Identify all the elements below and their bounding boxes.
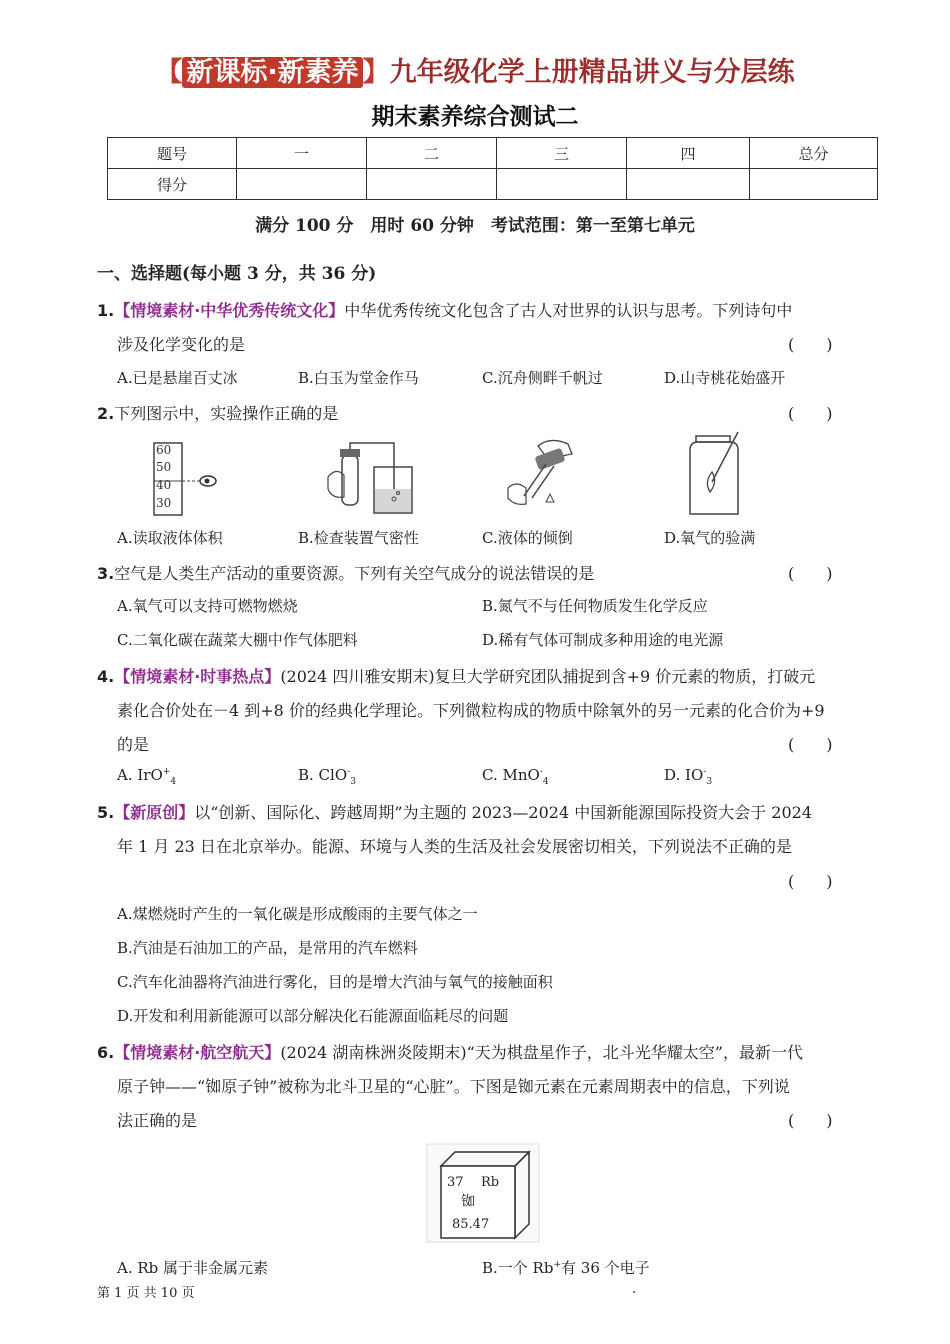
banner-tag: 【 新课标·新素养 】 bbox=[155, 57, 390, 88]
option-c bbox=[482, 766, 549, 787]
flame-icon bbox=[707, 472, 714, 492]
score-input-cell[interactable] bbox=[367, 169, 497, 200]
option-b bbox=[298, 766, 356, 787]
cylinder-tick-label: 30 bbox=[156, 496, 172, 510]
atomic-mass: 85.47 bbox=[452, 1217, 490, 1232]
banner-tag-inner: 新课标·新素养 bbox=[182, 57, 362, 88]
element-symbol: Rb bbox=[481, 1175, 500, 1190]
option-b: B.白玉为堂金作马 bbox=[298, 369, 419, 387]
score-cell: 得分 bbox=[108, 169, 237, 200]
option-c: C.沉舟侧畔千帆过 bbox=[482, 369, 603, 387]
formula-charge: - bbox=[539, 767, 543, 777]
page-title: 期末素养综合测试二 bbox=[371, 104, 579, 130]
option-b: B.检查装置气密性 bbox=[298, 529, 419, 547]
score-table-header-row bbox=[108, 138, 878, 169]
answer-blank[interactable]: ( ) bbox=[788, 564, 833, 583]
question-category: 【情境素材·中华优秀传统文化】 bbox=[114, 301, 345, 320]
option-b-prefix: B.一个 Rb bbox=[482, 1259, 554, 1277]
question-6-line-2: 原子钟——“铷原子钟”被称为北斗卫星的“心脏”。下图是铷元素在元素周期表中的信息，下列说 bbox=[117, 1077, 790, 1096]
question-text: 下列图示中，实验操作正确的是 bbox=[114, 404, 339, 423]
question-1-line-1 bbox=[97, 298, 792, 321]
formula-main: A. IrO bbox=[117, 766, 163, 784]
formula-charge: + bbox=[162, 767, 171, 777]
question-6-line-1 bbox=[97, 1040, 803, 1063]
formula-charge: - bbox=[703, 767, 707, 777]
question-1-line-2: 涉及化学变化的是 bbox=[117, 335, 246, 354]
answer-blank[interactable]: ( ) bbox=[788, 335, 833, 354]
option-c: C.汽车化油器将汽油进行雾化，目的是增大汽油与氧气的接触面积 bbox=[117, 973, 553, 991]
option-b: B.氮气不与任何物质发生化学反应 bbox=[482, 597, 708, 615]
question-4-line-3: 的是 bbox=[117, 735, 150, 754]
formula-subscript: 4 bbox=[542, 777, 549, 787]
question-number: 6. bbox=[97, 1043, 115, 1062]
question-number: 2. bbox=[97, 404, 115, 423]
question-text: 中华优秀传统文化包含了古人对世界的认识与思考。下列诗句中 bbox=[344, 301, 793, 320]
question-number: 1. bbox=[97, 301, 115, 320]
formula-main: C. MnO bbox=[482, 766, 540, 784]
formula-subscript: 3 bbox=[350, 777, 356, 787]
option-a bbox=[117, 766, 176, 787]
question-5-line-2: 年 1 月 23 日在北京举办。能源、环境与人类的生活及社会发展密切相关，下列说法不正确的是 bbox=[117, 837, 792, 856]
question-2-line-1 bbox=[97, 401, 338, 424]
question-text: 空气是人类生产活动的重要资源。下列有关空气成分的说法错误的是 bbox=[114, 564, 595, 583]
formula-subscript: 3 bbox=[706, 777, 713, 787]
option-a: A.煤燃烧时产生的一氧化碳是形成酸雨的主要气体之一 bbox=[117, 905, 478, 923]
page-footer: 第 1 页 共 10 页 bbox=[97, 1286, 195, 1301]
question-category: 【新原创】 bbox=[114, 803, 195, 822]
cylinder-tick-label: 50 bbox=[156, 460, 172, 474]
option-d bbox=[664, 766, 712, 787]
ion-charge: + bbox=[553, 1260, 562, 1270]
option-b: B.汽油是石油加工的产品，是常用的汽车燃料 bbox=[117, 939, 418, 957]
score-cell: 四 bbox=[627, 138, 750, 169]
option-a: A.已是悬崖百丈冰 bbox=[117, 369, 238, 387]
score-cell: 二 bbox=[367, 138, 497, 169]
score-input-cell[interactable] bbox=[750, 169, 878, 200]
score-table bbox=[107, 137, 878, 200]
formula-main: D. IO bbox=[664, 766, 704, 784]
option-a: A. Rb 属于非金属元素 bbox=[117, 1259, 269, 1277]
answer-blank[interactable]: ( ) bbox=[788, 1111, 833, 1130]
formula-subscript: 4 bbox=[170, 777, 177, 787]
liquid-pouring-figure bbox=[490, 432, 590, 518]
cylinder-reading-figure bbox=[140, 437, 225, 517]
question-3-line-1 bbox=[97, 561, 594, 584]
answer-blank[interactable]: ( ) bbox=[788, 735, 833, 754]
question-category: 【情境素材·时事热点】 bbox=[114, 667, 281, 686]
hand-icon bbox=[508, 484, 526, 504]
question-6-line-3: 法正确的是 bbox=[117, 1111, 198, 1130]
question-5-line-1 bbox=[97, 800, 812, 823]
score-input-cell[interactable] bbox=[627, 169, 750, 200]
cylinder-tick-label: 40 bbox=[156, 478, 172, 492]
option-d: D.山寺桃花始盛开 bbox=[664, 369, 786, 387]
question-4-line-1 bbox=[97, 664, 815, 687]
option-a: A.氧气可以支持可燃物燃烧 bbox=[117, 597, 298, 615]
question-text: (2024 湖南株洲炎陵期末)“天为棋盘星作子，北斗光华耀太空”，最新一代 bbox=[280, 1043, 803, 1062]
option-b bbox=[482, 1257, 650, 1278]
stopper-icon bbox=[546, 494, 554, 502]
option-d: D.氧气的验满 bbox=[664, 529, 756, 547]
question-number: 5. bbox=[97, 803, 115, 822]
exam-info: 满分 100 分 用时 60 分钟 考试范围：第一至第七单元 bbox=[255, 216, 695, 236]
cylinder-tick-label: 60 bbox=[156, 443, 172, 457]
score-input-cell[interactable] bbox=[237, 169, 367, 200]
option-c: C.二氧化碳在蔬菜大棚中作气体肥料 bbox=[117, 631, 358, 649]
question-4-line-2: 素化合价处在－4 到+8 价的经典化学理论。下列微粒构成的物质中除氧外的另一元素的化合价为+9 bbox=[117, 701, 825, 720]
question-category: 【情境素材·航空航天】 bbox=[114, 1043, 281, 1062]
answer-blank[interactable]: ( ) bbox=[788, 872, 833, 891]
score-cell: 题号 bbox=[108, 138, 237, 169]
answer-blank[interactable]: ( ) bbox=[788, 404, 833, 423]
score-cell: 三 bbox=[497, 138, 627, 169]
score-cell: 一 bbox=[237, 138, 367, 169]
banner-title: 九年级化学上册精品讲义与分层练 bbox=[389, 57, 795, 88]
option-d: D.稀有气体可制成多种用途的电光源 bbox=[482, 631, 724, 649]
option-b-suffix: 有 36 个电子 bbox=[561, 1259, 650, 1277]
option-c: C.液体的倾倒 bbox=[482, 529, 573, 547]
section-heading: 一、选择题(每小题 3 分，共 36 分) bbox=[97, 264, 377, 284]
rubidium-element-card bbox=[425, 1142, 541, 1244]
score-input-cell[interactable] bbox=[497, 169, 627, 200]
question-number: 3. bbox=[97, 564, 115, 583]
option-d: D.开发和利用新能源可以部分解决化石能源面临耗尽的问题 bbox=[117, 1007, 509, 1025]
question-text: (2024 四川雅安期末)复旦大学研究团队捕捉到含+9 价元素的物质，打破元 bbox=[280, 667, 816, 686]
header-banner bbox=[0, 50, 950, 89]
airtightness-check-figure bbox=[322, 437, 418, 517]
option-a: A.读取液体体积 bbox=[117, 529, 223, 547]
question-text: 以“创新、国际化、跨越周期”为主题的 2023—2024 中国新能源国际投资大会于 2024 bbox=[194, 803, 813, 822]
atomic-number: 37 bbox=[447, 1175, 464, 1190]
score-cell: 总分 bbox=[750, 138, 878, 169]
question-number: 4. bbox=[97, 667, 115, 686]
score-table-score-row bbox=[108, 169, 878, 200]
element-name: 铷 bbox=[461, 1194, 475, 1210]
formula-main: B. ClO bbox=[298, 766, 348, 784]
oxygen-full-check-figure bbox=[676, 430, 752, 520]
footer-dot: . bbox=[632, 1282, 637, 1297]
formula-charge: - bbox=[347, 767, 351, 777]
